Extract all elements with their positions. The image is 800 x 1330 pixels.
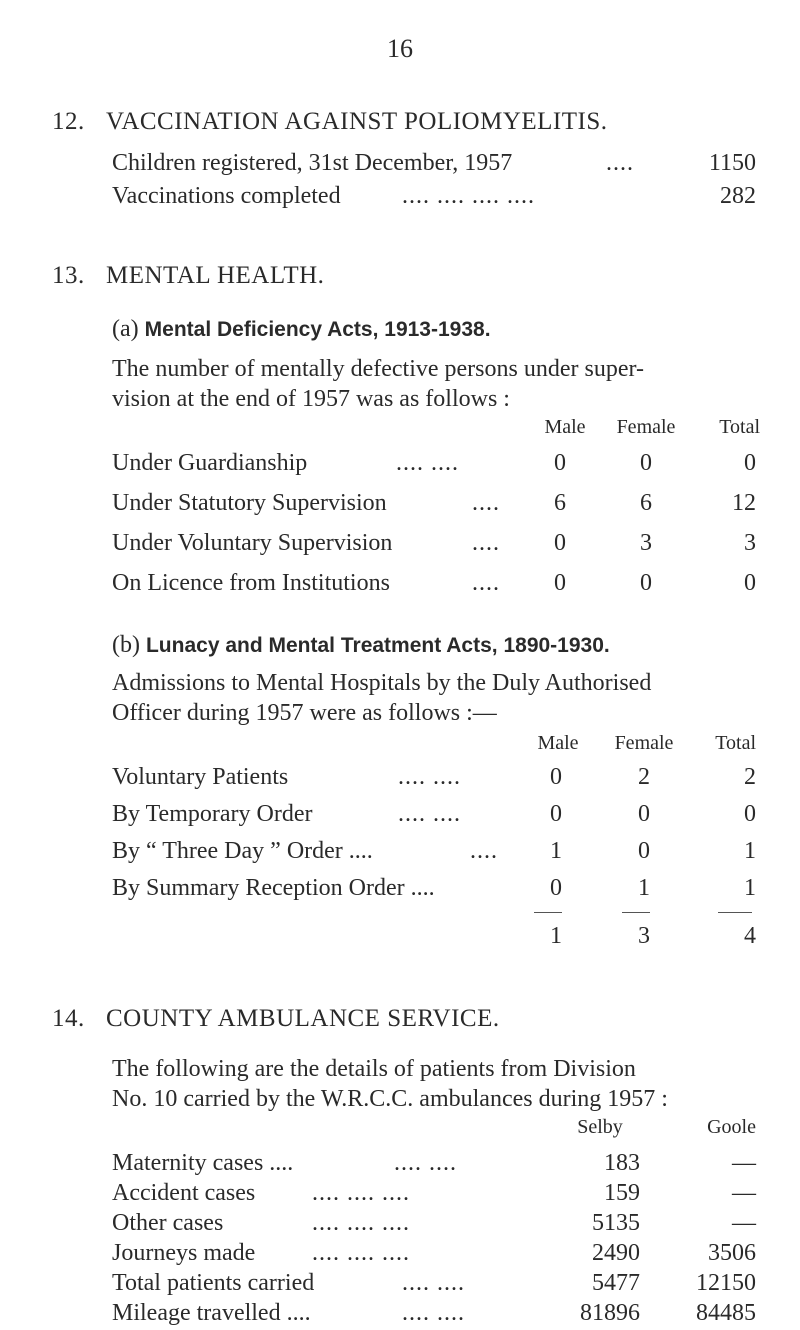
column-header-female: Female [614, 732, 674, 754]
female-value: 6 [640, 490, 652, 516]
female-value: 3 [640, 530, 652, 556]
leader-dots: .... .... [394, 1150, 457, 1176]
leader-dots: .... .... [398, 801, 461, 827]
intro-line: No. 10 carried by the W.R.C.C. ambulances during 1957 : [112, 1086, 668, 1112]
column-header-male: Male [537, 732, 579, 754]
goole-value: 84485 [696, 1300, 756, 1326]
leader-dots: .... .... [398, 764, 461, 790]
selby-value: 183 [604, 1150, 640, 1176]
section-title: VACCINATION AGAINST POLIOMYELITIS. [106, 108, 608, 135]
female-value: 0 [638, 801, 650, 827]
female-value: 1 [638, 875, 650, 901]
female-value: 0 [640, 450, 652, 476]
row-label: On Licence from Institutions [112, 570, 390, 596]
column-header-total: Total [719, 416, 760, 438]
row-label: Mileage travelled .... [112, 1300, 311, 1326]
male-value: 0 [554, 530, 566, 556]
row-label: Under Voluntary Supervision [112, 530, 393, 556]
total-value: 3 [744, 530, 756, 556]
total-value: 1 [744, 875, 756, 901]
total-value: 0 [744, 801, 756, 827]
subsection-prefix: (a) [112, 316, 139, 342]
row-label: Other cases [112, 1210, 224, 1236]
goole-value: — [732, 1210, 756, 1236]
female-value: 0 [638, 838, 650, 864]
male-total: 1 [550, 923, 562, 949]
intro-line: The number of mentally defective persons under super- [112, 356, 644, 382]
subsection-title: Lunacy and Mental Treatment Acts, 1890-1930. [145, 634, 610, 657]
section-14-intro [112, 1054, 752, 1114]
row-label: Total patients carried [112, 1270, 315, 1296]
subsection-a-intro [112, 354, 752, 414]
vaccination-row [112, 150, 756, 180]
selby-value: 5477 [592, 1270, 640, 1296]
admission-row [112, 838, 756, 868]
goole-value: — [732, 1150, 756, 1176]
selby-value: 159 [604, 1180, 640, 1206]
selby-value: 81896 [580, 1300, 640, 1326]
total-rule [718, 912, 752, 913]
row-label: Accident cases [112, 1180, 256, 1206]
leader-dots: .... .... [402, 1300, 465, 1326]
male-value: 0 [550, 801, 562, 827]
total-value: 12 [732, 490, 756, 516]
section-title: MENTAL HEALTH. [106, 262, 325, 289]
intro-line: Admissions to Mental Hospitals by the Duly Authorised [112, 670, 652, 696]
ambulance-row [112, 1240, 756, 1270]
leader-dots: .... [472, 530, 500, 556]
deficiency-row [112, 490, 756, 520]
section-14-heading [52, 1005, 500, 1033]
column-header-goole: Goole [707, 1116, 756, 1138]
leader-dots: .... .... .... [312, 1180, 410, 1206]
admission-totals-row [112, 923, 756, 953]
goole-value: 12150 [696, 1270, 756, 1296]
male-value: 6 [554, 490, 566, 516]
male-value: 0 [550, 875, 562, 901]
total-value: 0 [744, 570, 756, 596]
male-value: 0 [554, 570, 566, 596]
section-13-heading [52, 262, 324, 290]
subsection-b-intro [112, 668, 752, 728]
column-header-male: Male [544, 416, 586, 438]
total-value: 2 [744, 764, 756, 790]
ambulance-row [112, 1150, 756, 1180]
selby-value: 5135 [592, 1210, 640, 1236]
selby-value: 2490 [592, 1240, 640, 1266]
vaccination-row [112, 183, 756, 213]
deficiency-row [112, 570, 756, 600]
total-rule [534, 912, 562, 913]
male-value: 1 [550, 838, 562, 864]
subsection-prefix: (b) [112, 632, 140, 658]
section-number: 13. [52, 262, 85, 289]
intro-line: Officer during 1957 were as follows :— [112, 700, 497, 726]
subsection-title: Mental Deficiency Acts, 1913-1938. [144, 318, 491, 341]
leader-dots: .... .... .... [312, 1210, 410, 1236]
section-number: 12. [52, 108, 85, 135]
leader-dots: .... .... .... [312, 1240, 410, 1266]
leader-dots: .... [470, 838, 498, 864]
section-12-heading [52, 108, 608, 136]
female-value: 0 [640, 570, 652, 596]
row-label: Maternity cases .... [112, 1150, 294, 1176]
row-label: By Temporary Order [112, 801, 313, 827]
row-label: Under Statutory Supervision [112, 490, 387, 516]
subsection-a-heading [112, 316, 491, 343]
page-number: 16 [387, 34, 413, 63]
leader-dots: .... [472, 570, 500, 596]
row-label: By “ Three Day ” Order .... [112, 838, 373, 864]
ambulance-row [112, 1180, 756, 1210]
admission-row [112, 875, 756, 905]
leader-dots: .... .... [402, 1270, 465, 1296]
male-value: 0 [554, 450, 566, 476]
ambulance-row [112, 1270, 756, 1300]
leader-dots: .... .... .... .... [402, 183, 535, 209]
female-total: 3 [638, 923, 650, 949]
leader-dots: .... [606, 150, 634, 176]
subsection-b-heading [112, 632, 610, 659]
section-number: 14. [52, 1005, 85, 1032]
leader-dots: .... .... [396, 450, 459, 476]
intro-line: The following are the details of patients from Division [112, 1056, 636, 1082]
column-header-total: Total [715, 732, 756, 754]
row-label: Children registered, 31st December, 1957 [112, 150, 513, 176]
leader-dots: .... [472, 490, 500, 516]
intro-line: vision at the end of 1957 was as follows : [112, 386, 510, 412]
goole-value: 3506 [708, 1240, 756, 1266]
total-value: 0 [744, 450, 756, 476]
deficiency-row [112, 530, 756, 560]
admission-row [112, 801, 756, 831]
grand-total: 4 [744, 923, 756, 949]
deficiency-row [112, 450, 756, 480]
column-header-selby: Selby [577, 1116, 623, 1138]
admission-row [112, 764, 756, 794]
row-label: Under Guardianship [112, 450, 308, 476]
male-value: 0 [550, 764, 562, 790]
total-rule [622, 912, 650, 913]
row-value: 282 [720, 183, 756, 209]
total-value: 1 [744, 838, 756, 864]
ambulance-row [112, 1210, 756, 1240]
female-value: 2 [638, 764, 650, 790]
row-label: Voluntary Patients [112, 764, 289, 790]
row-label: Vaccinations completed [112, 183, 341, 209]
section-title: COUNTY AMBULANCE SERVICE. [106, 1005, 500, 1032]
row-label: Journeys made [112, 1240, 256, 1266]
ambulance-row [112, 1300, 756, 1330]
goole-value: — [732, 1180, 756, 1206]
row-label: By Summary Reception Order .... [112, 875, 435, 901]
column-header-female: Female [616, 416, 676, 438]
row-value: 1150 [708, 150, 756, 176]
